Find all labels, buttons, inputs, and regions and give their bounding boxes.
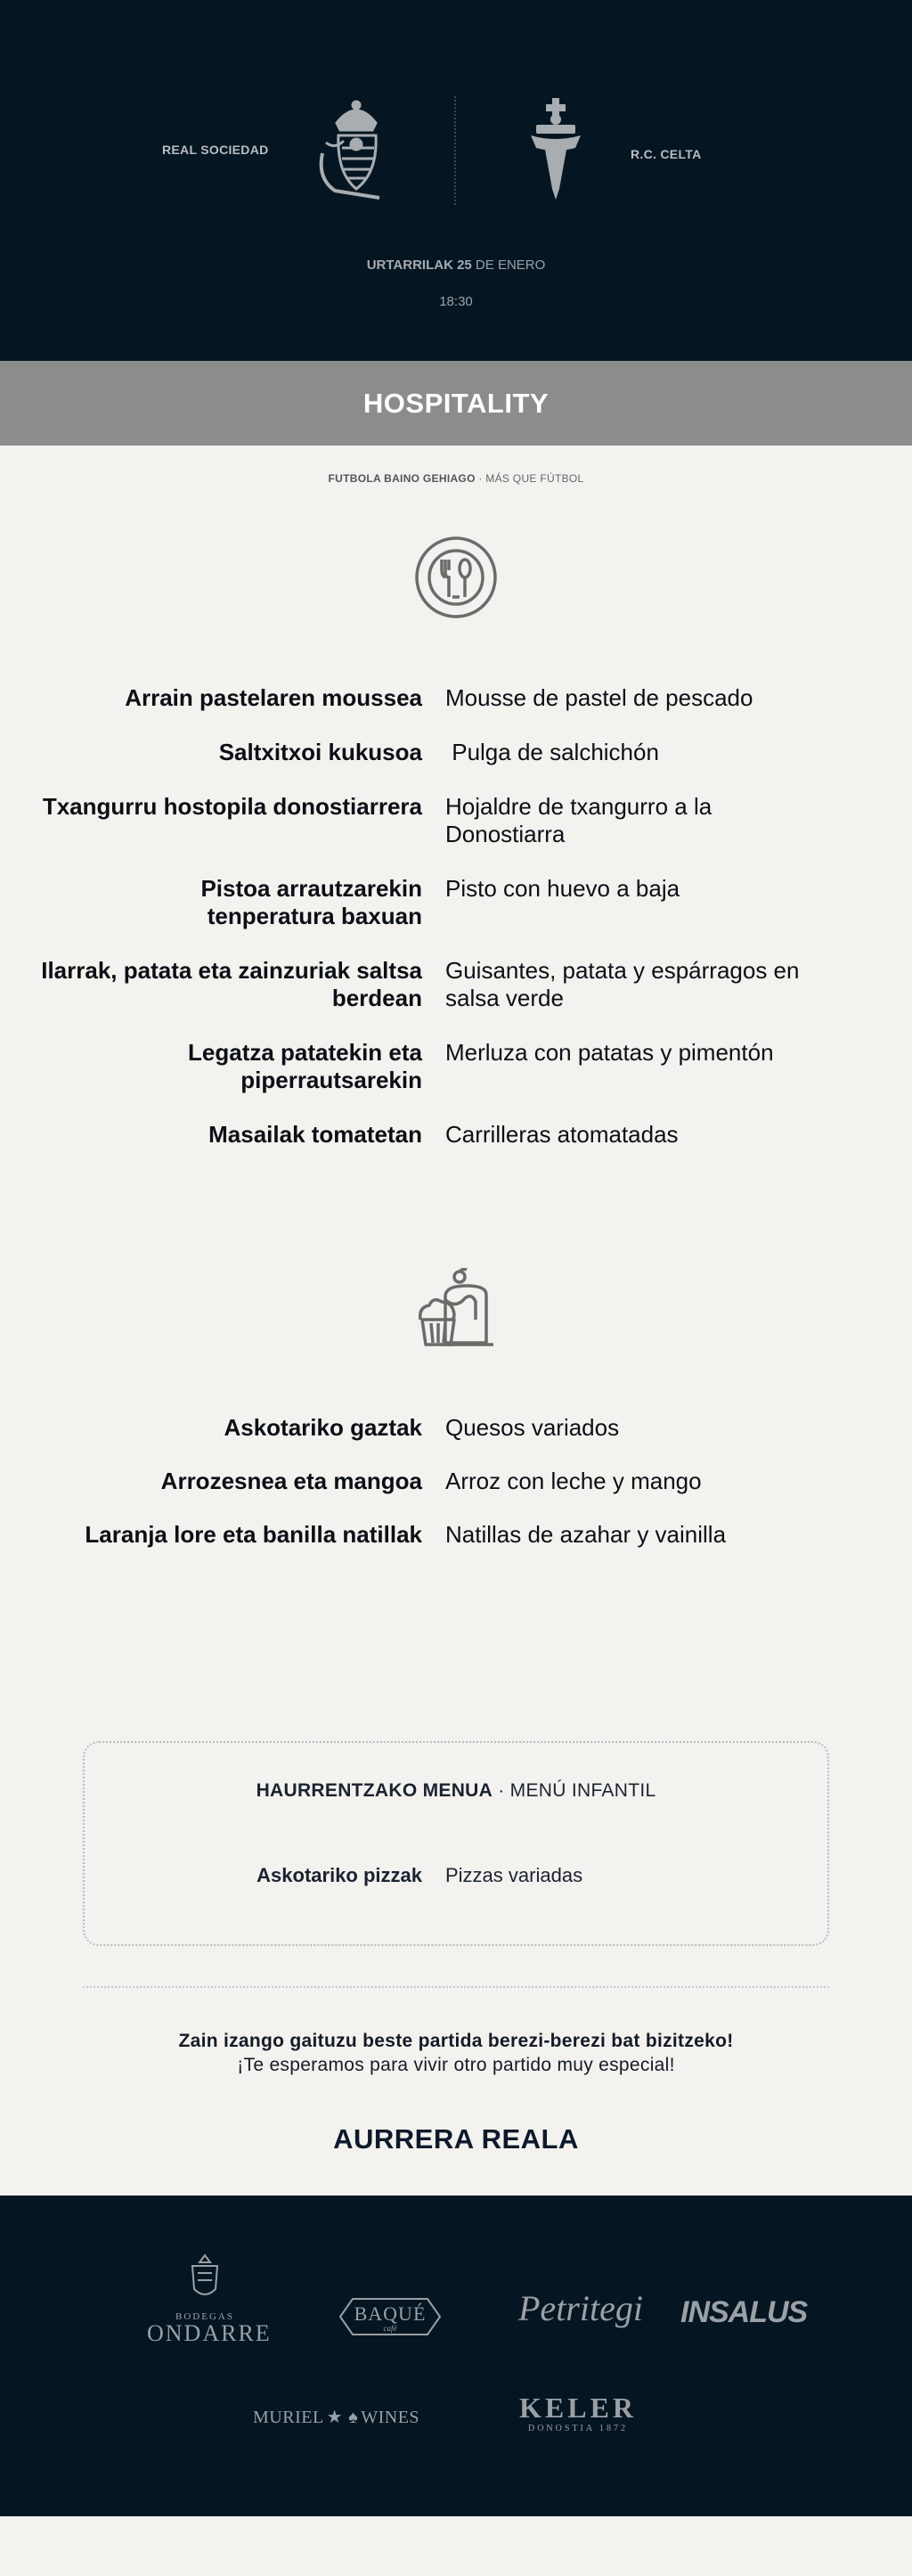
- menu-item: [0, 1468, 912, 1495]
- sponsors-footer: [0, 2196, 912, 2516]
- petritegi-logo: Petritegi: [518, 2288, 643, 2328]
- dish-basque: Arrozesnea eta mangoa: [160, 1468, 422, 1494]
- dish-spanish: Mousse de pastel de pescado: [445, 684, 753, 711]
- dish-spanish: Arroz con leche y mango: [445, 1468, 702, 1494]
- dish-spanish: Pizzas variadas: [445, 1864, 583, 1886]
- celta-crest-icon: [524, 96, 588, 201]
- menu-item: [0, 1039, 912, 1094]
- ondarre-logo: [147, 2253, 272, 2351]
- baque-logo: [335, 2294, 445, 2340]
- menu-item: [0, 739, 912, 766]
- closing-slogan: AURRERA REALA: [333, 2123, 579, 2155]
- menu-item: [85, 1864, 827, 1887]
- ondarre-label-small: BODEGAS: [175, 2311, 234, 2322]
- dish-basque: Legatza patatekin eta piperrautsarekin: [188, 1039, 422, 1093]
- hospitality-banner: [0, 361, 912, 446]
- dish-basque: Arrain pastelaren moussea: [125, 684, 422, 711]
- dish-spanish: Carrilleras atomatadas: [445, 1121, 679, 1148]
- menu-item: [0, 1414, 912, 1442]
- match-time: 18:30: [439, 294, 473, 309]
- tagline-basque: FUTBOLA BAINO GEHIAGO: [328, 472, 476, 485]
- dish-basque: Askotariko pizzak: [256, 1864, 422, 1886]
- closing-message-spanish: ¡Te esperamos para vivir otro partido muy especial!: [237, 2055, 675, 2075]
- dish-spanish: Quesos variados: [445, 1414, 620, 1441]
- kids-title-basque: HAURRENTZAKO MENUA: [256, 1780, 493, 1801]
- kids-menu-title: [85, 1780, 827, 1802]
- wines-label: WINES: [361, 2408, 420, 2427]
- kids-title-spanish: · MENÚ INFANTIL: [493, 1780, 656, 1801]
- menu-item: [0, 793, 912, 848]
- team-divider: [454, 96, 456, 205]
- home-team-name: REAL SOCIEDAD: [162, 143, 269, 157]
- cutlery-plate-icon: [413, 535, 499, 620]
- menu-item: [0, 1121, 912, 1149]
- dish-spanish: Guisantes, patata y espárragos en salsa verde: [445, 957, 800, 1011]
- dish-basque: Txangurru hostopila donostiarrera: [42, 793, 422, 820]
- dessert-icon: [413, 1268, 499, 1353]
- desserts-list: [0, 1414, 912, 1549]
- ondarre-label: ONDARRE: [147, 2320, 272, 2346]
- match-date-day: URTARRILAK 25: [366, 258, 472, 273]
- page-title: HOSPITALITY: [362, 387, 550, 419]
- dish-spanish: Merluza con patatas y pimentón: [445, 1039, 774, 1066]
- dish-basque: Laranja lore eta banilla natillak: [85, 1521, 422, 1548]
- leaf-icon: ♠: [348, 2408, 359, 2427]
- star-icon: ★: [326, 2408, 344, 2427]
- keler-logo: [509, 2393, 647, 2433]
- dish-basque: Pistoa arrautzarekin tenperatura baxuan: [200, 875, 422, 929]
- baque-sub: café: [383, 2324, 397, 2333]
- menu-item: [0, 684, 912, 712]
- kids-menu-box: [83, 1741, 829, 1946]
- tagline: [0, 472, 912, 485]
- ondarre-crest-icon: [183, 2253, 226, 2303]
- match-header: [0, 0, 912, 361]
- dish-spanish: Pulga de salchichón: [445, 739, 659, 765]
- main-courses-list: [0, 684, 912, 1149]
- keler-wordmark: KELER: [518, 2392, 638, 2424]
- closing-message-basque: Zain izango gaituzu beste partida berezi-berezi bat bizitzeko!: [178, 2031, 734, 2051]
- menu-item: [0, 957, 912, 1012]
- insalus-logo: INSALUS: [680, 2295, 808, 2329]
- match-date-month: DE ENERO: [471, 258, 546, 273]
- dish-basque: Saltxitxoi kukusoa: [218, 739, 422, 765]
- real-sociedad-crest-icon: [303, 96, 410, 203]
- away-team-name: R.C. CELTA: [631, 147, 702, 161]
- baque-wordmark: BAQUÉ: [354, 2302, 427, 2325]
- dish-spanish: Hojaldre de txangurro a la Donostiarra: [445, 793, 712, 847]
- match-date: [0, 258, 912, 273]
- muriel-label: MURIEL: [253, 2408, 324, 2427]
- menu-item: [0, 1521, 912, 1549]
- divider: [83, 1986, 829, 1988]
- dish-basque: Ilarrak, patata eta zainzuriak saltsa berdean: [41, 957, 422, 1011]
- muriel-wines-logo: [253, 2406, 419, 2428]
- keler-sub: DONOSTIA 1872: [527, 2424, 629, 2433]
- dish-basque: Askotariko gaztak: [224, 1414, 422, 1441]
- tagline-spanish: · MÁS QUE FÚTBOL: [475, 472, 584, 485]
- dish-spanish: Natillas de azahar y vainilla: [445, 1521, 727, 1548]
- menu-item: [0, 875, 912, 930]
- dish-basque: Masailak tomatetan: [208, 1121, 422, 1148]
- dish-spanish: Pisto con huevo a baja: [445, 875, 680, 902]
